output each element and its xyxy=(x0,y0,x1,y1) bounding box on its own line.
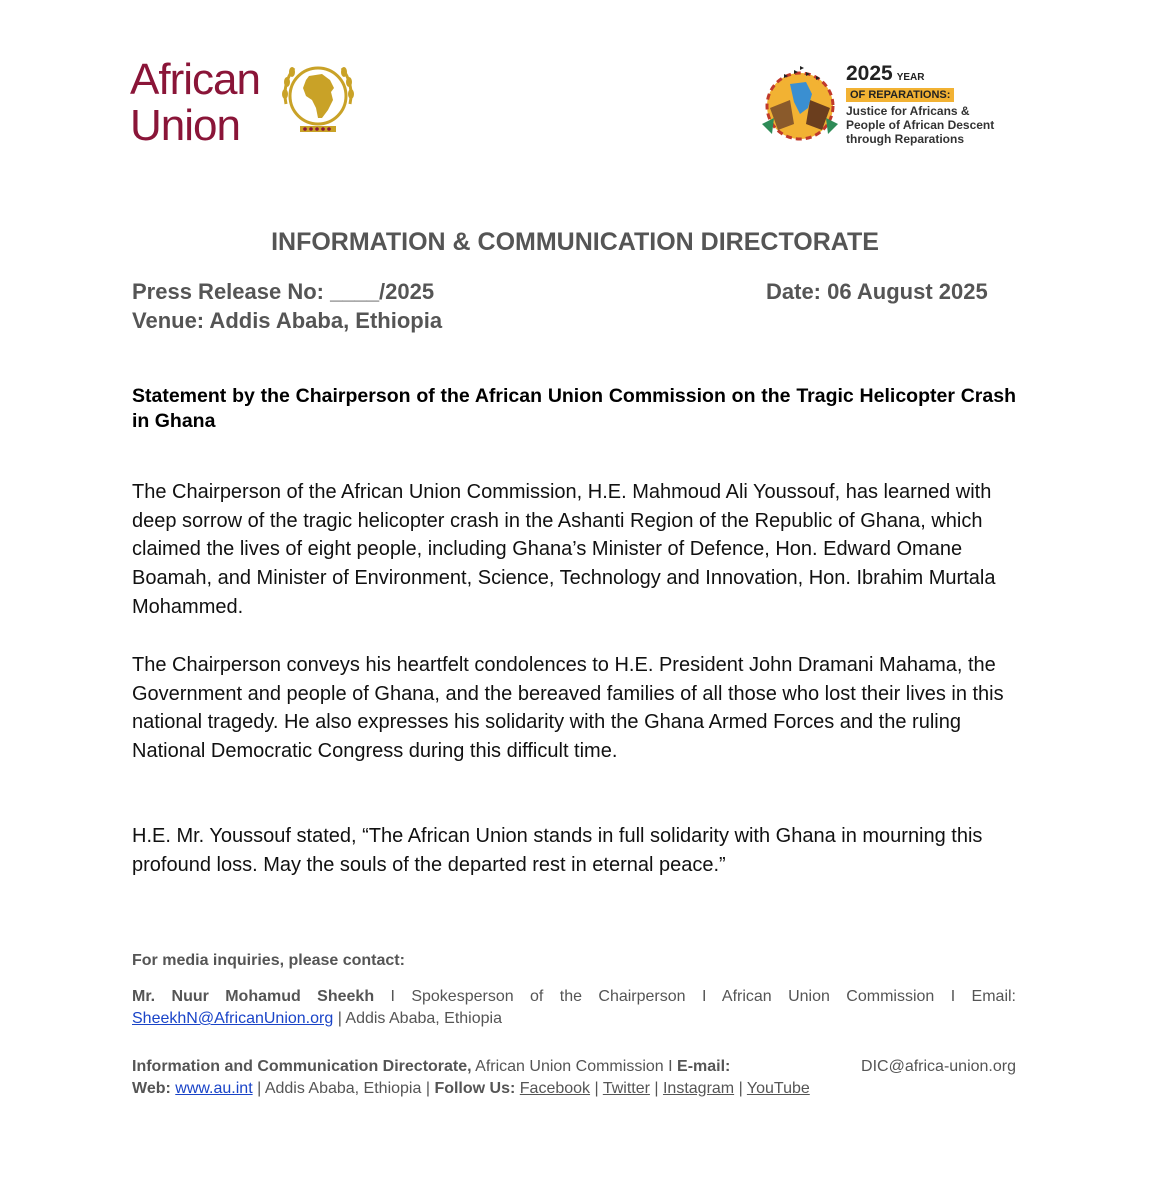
press-release-venue: Venue: Addis Ababa, Ethiopia xyxy=(132,308,443,333)
web-location: | Addis Ababa, Ethiopia | xyxy=(257,1080,430,1097)
body-paragraph-1: The Chairperson of the African Union Commission, H.E. Mahmoud Ali Youssouf, has learned with deep sorrow of the tragic helicopter crash in the Ashanti Region of the Republic of Ghana, which claimed the lives of eight people, including Ghana’s Minister of Defence, Hon. Edward Omane Boamah, and Minister of Environment, Science, Technology and Innovation, Hon. Ibrahim Murtala Mohammed. xyxy=(132,481,996,618)
reparations-emblem-icon xyxy=(760,64,840,144)
youtube-link[interactable]: YouTube xyxy=(746,1080,810,1097)
spokesperson-contact xyxy=(132,986,1016,1030)
spokesperson-name: Mr. Nuur Mohamud Sheekh xyxy=(132,988,375,1005)
reparations-line-2: People of African Descent xyxy=(846,118,995,132)
spokesperson-role: I Spokesperson of the Chairperson I African Union Commission I Email: xyxy=(390,988,1016,1005)
reparations-year-word: YEAR xyxy=(896,72,925,83)
year-of-reparations-logo xyxy=(756,60,1026,150)
reparations-line-1: Justice for Africans & xyxy=(846,104,970,118)
reparations-year: 2025 xyxy=(846,62,893,85)
statement-title: Statement by the Chairperson of the African Union Commission on the Tragic Helicopter Crash in Ghana xyxy=(132,385,1016,432)
twitter-link[interactable]: Twitter xyxy=(602,1080,650,1097)
body-paragraph-3: H.E. Mr. Youssouf stated, “The African Union stands in full solidarity with Ghana in mourning this profound loss. May the souls of the departed rest in eternal peace.” xyxy=(132,825,983,876)
spokesperson-email-link[interactable]: SheekhN@AfricanUnion.org xyxy=(132,1010,334,1027)
instagram-link[interactable]: Instagram xyxy=(662,1080,735,1097)
african-union-logo xyxy=(130,50,370,150)
reparations-banner: OF REPARATIONS: xyxy=(846,88,954,102)
press-release-number: Press Release No: ____/2025 xyxy=(132,279,435,304)
au-logo-word-african: African xyxy=(130,55,260,104)
spokesperson-location: | Addis Ababa, Ethiopia xyxy=(337,1010,502,1027)
media-inquiries-heading: For media inquiries, please contact: xyxy=(132,952,405,969)
directorate-contact: Information and Communication Directorate, African Union Commission I E-mail: DIC@africa-union.org Web: www.au.int | Addis Ababa, Ethiopia | Follow Us: Facebook | Twitter | Instagram | YouTube xyxy=(132,1058,1016,1097)
directorate-name: Information and Communication Directorate, xyxy=(132,1058,472,1075)
facebook-link[interactable]: Facebook xyxy=(519,1080,591,1097)
press-release-date: Date: 06 August 2025 xyxy=(766,279,988,304)
follow-us-label: Follow Us: xyxy=(434,1080,516,1097)
reparations-line-3: through Reparations xyxy=(846,132,965,146)
directorate-org: African Union Commission I xyxy=(475,1058,673,1075)
au-logo-word-union: Union xyxy=(130,101,240,150)
au-emblem-icon xyxy=(276,54,360,138)
directorate-heading: INFORMATION & COMMUNICATION DIRECTORATE xyxy=(271,228,879,256)
body-paragraph-2: The Chairperson conveys his heartfelt condolences to H.E. President John Dramani Mahama, the Government and people of Ghana, and the bereaved families of all those who lost their lives in this national tragedy. He also expresses his solidarity with the Ghana Armed Forces and the ruling National Democratic Congress during this difficult time. xyxy=(132,654,1004,763)
web-link[interactable]: www.au.int xyxy=(175,1080,253,1097)
web-label: Web: xyxy=(132,1080,171,1097)
directorate-email[interactable]: DIC@africa-union.org xyxy=(861,1058,1016,1075)
directorate-email-label: E-mail: xyxy=(677,1058,731,1075)
